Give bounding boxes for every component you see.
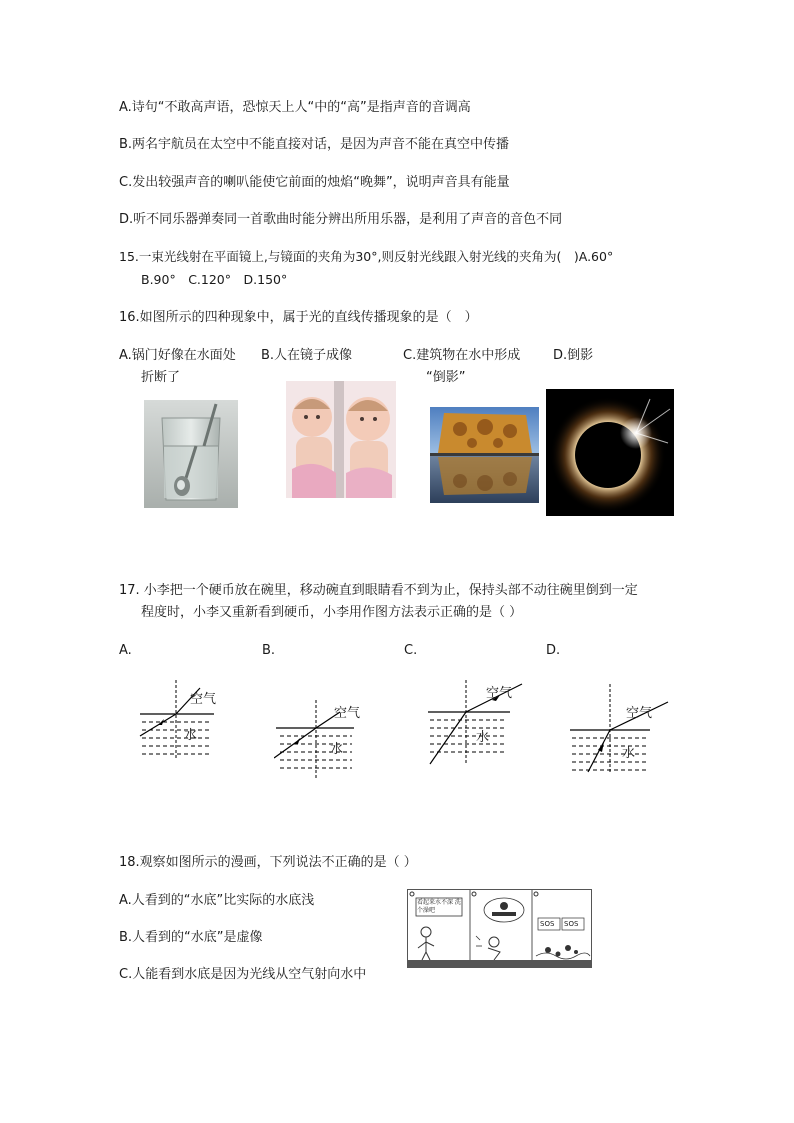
air-label: 空气 — [334, 706, 361, 721]
solar-eclipse-image — [546, 389, 674, 516]
water-label: 水 — [330, 742, 344, 757]
q18-option-a: A.人看到的“水底”比实际的水底浅 — [119, 893, 315, 908]
q16-option-d: D.倒影 — [553, 348, 594, 363]
q17-option-d-label: D. — [546, 643, 561, 658]
q15-options: B.90° C.120° D.150° — [141, 272, 288, 287]
refraction-diagram-c — [424, 680, 534, 770]
building-reflection-image — [430, 407, 539, 503]
q16-option-c-cont: “倒影” — [426, 370, 466, 385]
comic-sos-1: SOS — [540, 920, 555, 928]
air-label: 空气 — [626, 706, 653, 721]
water-label: 水 — [622, 746, 636, 761]
air-label: 空气 — [486, 686, 513, 701]
q17-option-a-label: A. — [119, 643, 132, 658]
air-label: 空气 — [190, 692, 217, 707]
q14-option-b: B.两名宇航员在太空中不能直接对话，是因为声音不能在真空中传播 — [119, 137, 510, 152]
q17-stem-cont: 程度时，小李又重新看到硬币，小李用作图方法表示正确的是（ ） — [141, 605, 523, 620]
q16-option-a-cont: 折断了 — [141, 370, 181, 385]
q18-option-b: B.人看到的“水底”是虚像 — [119, 930, 263, 945]
q16-option-a: A.锅门好像在水面处 — [119, 348, 236, 363]
q18-stem: 18.观察如图所示的漫画，下列说法不正确的是（ ） — [119, 855, 417, 870]
comic-speech-bubble: 看起来水不深 洗个澡吧 — [417, 899, 461, 914]
refraction-diagram-d — [568, 680, 672, 776]
q16-option-c: C.建筑物在水中形成 — [403, 348, 521, 363]
q18-option-c: C.人能看到水底是因为光线从空气射向水中 — [119, 967, 367, 982]
q14-option-c: C.发出较强声音的喇叭能使它前面的烛焰“晚舞”，说明声音具有能量 — [119, 175, 510, 190]
comic-sos-2: SOS — [564, 920, 579, 928]
q14-option-d: D.听不同乐器弹奏同一首歌曲时能分辨出所用乐器，是利用了声音的音色不同 — [119, 212, 563, 227]
q16-option-b: B.人在镜子成像 — [261, 348, 353, 363]
water-label: 水 — [476, 730, 490, 745]
baby-mirror-image — [286, 381, 396, 498]
q16-stem: 16.如图所示的四种现象中，属于光的直线传播现象的是（ ） — [119, 310, 478, 325]
q15-stem: 15.一束光线射在平面镜上,与镜面的夹角为30°,则反射光线跟入射光线的夹角为( )A.60° — [119, 249, 614, 264]
spoon-in-glass-image — [144, 400, 238, 508]
refraction-diagram-b — [274, 700, 374, 780]
q17-option-b-label: B. — [262, 643, 276, 658]
q17-option-c-label: C. — [404, 643, 418, 658]
comic-strip-image — [407, 889, 592, 968]
water-label: 水 — [184, 728, 198, 743]
refraction-diagram-a — [138, 680, 238, 760]
q17-stem: 17. 小李把一个硬币放在碗里，移动碗直到眼睛看不到为止，保持头部不动往碗里倒到一定 — [119, 583, 638, 598]
q14-option-a: A.诗句“不敢高声语，恐惊天上人“中的“高”是指声音的音调高 — [119, 100, 471, 115]
